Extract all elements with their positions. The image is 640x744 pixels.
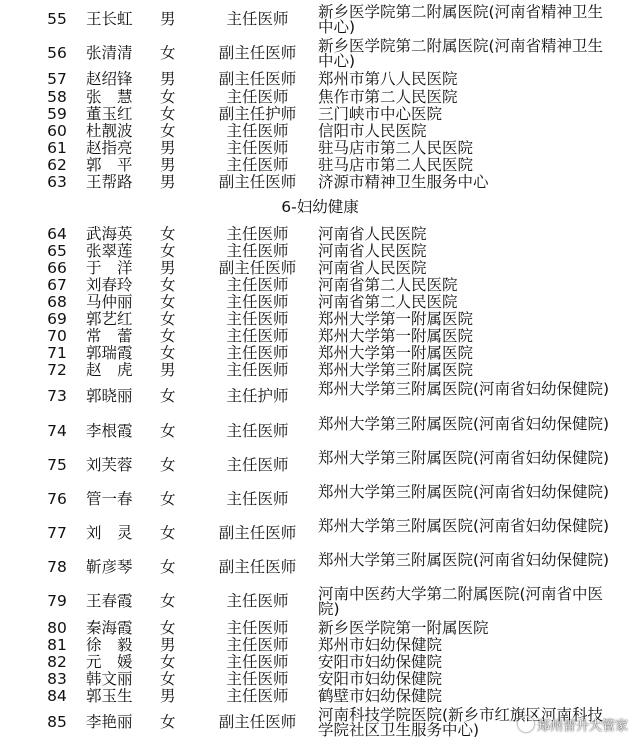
table-row — [0, 70, 640, 89]
job-title: 主任医师 — [226, 10, 289, 28]
person-name: 郭玉生 — [86, 687, 133, 705]
person-sex: 女 — [160, 653, 176, 671]
job-title: 副主任医师 — [218, 70, 297, 88]
person-name: 刘春玲 — [86, 276, 133, 294]
person-sex: 女 — [160, 670, 176, 688]
person-sex: 女 — [160, 344, 176, 362]
hospital-name: 安阳市妇幼保健院 — [318, 670, 443, 688]
job-title: 副主任医师 — [218, 259, 297, 277]
job-title: 主任医师 — [226, 636, 289, 654]
watermark — [518, 715, 628, 734]
person-name: 徐 毅 — [86, 636, 133, 654]
job-title: 主任医师 — [226, 139, 289, 157]
row-number: 61 — [47, 139, 67, 157]
person-sex: 男 — [160, 10, 176, 28]
person-name: 赵 虎 — [86, 361, 133, 379]
person-sex: 男 — [160, 70, 176, 88]
table-row — [0, 173, 640, 192]
hospital-name: 新乡医学院第二附属医院(河南省精神卫生中心) — [318, 3, 604, 36]
person-name: 赵指亮 — [86, 139, 133, 157]
hospital-name: 济源市精神卫生服务中心 — [318, 173, 489, 191]
job-title: 主任医师 — [226, 310, 289, 328]
hospital-name: 驻马店市第二人民医院 — [318, 139, 474, 157]
hospital-name: 郑州大学第一附属医院 — [318, 310, 474, 328]
row-number: 73 — [47, 387, 67, 405]
person-name: 杜靓波 — [86, 122, 133, 140]
person-sex: 女 — [160, 293, 176, 311]
row-number: 57 — [47, 70, 67, 88]
hospital-name: 信阳市人民医院 — [318, 122, 427, 140]
person-name: 元 媛 — [86, 653, 133, 671]
hospital-name: 郑州大学第三附属医院(河南省妇幼保健院) — [318, 415, 610, 433]
table-row — [0, 380, 640, 414]
section-title: 6-妇幼健康 — [281, 198, 359, 216]
table-row — [0, 585, 640, 619]
job-title: 主任医师 — [226, 293, 289, 311]
person-name: 马仲丽 — [86, 293, 133, 311]
person-sex: 男 — [160, 156, 176, 174]
person-name: 郭艺红 — [86, 310, 133, 328]
person-sex: 女 — [160, 592, 176, 610]
row-number: 60 — [47, 122, 67, 140]
row-number: 82 — [47, 653, 67, 671]
job-title: 副主任护师 — [218, 105, 297, 123]
person-name: 王帮路 — [86, 173, 133, 191]
table-row — [0, 37, 640, 71]
hospital-name: 河南省第二人民医院 — [318, 276, 458, 294]
row-number: 76 — [47, 490, 67, 508]
job-title: 副主任医师 — [218, 173, 297, 191]
hospital-name: 河南省人民医院 — [318, 259, 427, 277]
person-name: 秦海霞 — [86, 619, 133, 637]
table-row — [0, 687, 640, 706]
person-name: 王春霞 — [86, 592, 133, 610]
hospital-name: 驻马店市第二人民医院 — [318, 156, 474, 174]
row-number: 74 — [47, 422, 67, 440]
table-row — [0, 361, 640, 380]
person-sex: 女 — [160, 105, 176, 123]
person-sex: 女 — [160, 619, 176, 637]
hospital-name: 河南省第二人民医院 — [318, 293, 458, 311]
row-number: 58 — [47, 88, 67, 106]
hospital-name: 安阳市妇幼保健院 — [318, 653, 443, 671]
hospital-name: 郑州大学第三附属医院(河南省妇幼保健院) — [318, 449, 610, 467]
job-title: 主任医师 — [226, 592, 289, 610]
row-number: 68 — [47, 293, 67, 311]
person-name: 王长虹 — [86, 10, 133, 28]
hospital-name: 河南中医药大学第二附属医院(河南省中医院) — [318, 585, 604, 618]
person-name: 李根霞 — [86, 422, 133, 440]
person-sex: 女 — [160, 558, 176, 576]
row-number: 56 — [47, 44, 67, 62]
person-sex: 女 — [160, 422, 176, 440]
row-number: 84 — [47, 687, 67, 705]
job-title: 主任医师 — [226, 456, 289, 474]
job-title: 副主任医师 — [218, 44, 297, 62]
job-title: 主任医师 — [226, 670, 289, 688]
row-number: 71 — [47, 344, 67, 362]
row-number: 81 — [47, 636, 67, 654]
hospital-name: 郑州大学第三附属医院 — [318, 361, 474, 379]
job-title: 副主任医师 — [218, 713, 297, 731]
person-sex: 男 — [160, 173, 176, 191]
table-row — [0, 449, 640, 483]
table-row — [0, 415, 640, 449]
person-sex: 女 — [160, 490, 176, 508]
watermark-text: 郑州晋升大管家 — [536, 719, 628, 734]
person-sex: 男 — [160, 361, 176, 379]
hospital-name: 郑州大学第三附属医院(河南省妇幼保健院) — [318, 517, 610, 535]
person-sex: 女 — [160, 225, 176, 243]
job-title: 主任医师 — [226, 653, 289, 671]
hospital-name: 郑州大学第三附属医院(河南省妇幼保健院) — [318, 551, 610, 569]
job-title: 主任医师 — [226, 276, 289, 294]
row-number: 72 — [47, 361, 67, 379]
person-name: 张清清 — [86, 44, 133, 62]
job-title: 副主任医师 — [218, 524, 297, 542]
row-number: 79 — [47, 592, 67, 610]
person-sex: 女 — [160, 276, 176, 294]
person-sex: 女 — [160, 327, 176, 345]
person-name: 郭 平 — [86, 156, 133, 174]
row-number: 83 — [47, 670, 67, 688]
job-title: 主任医师 — [226, 687, 289, 705]
person-sex: 女 — [160, 387, 176, 405]
job-title: 主任医师 — [226, 225, 289, 243]
hospital-name: 郑州大学第一附属医院 — [318, 327, 474, 345]
hospital-name: 新乡医学院第一附属医院 — [318, 619, 489, 637]
row-number: 80 — [47, 619, 67, 637]
row-number: 66 — [47, 259, 67, 277]
person-sex: 女 — [160, 242, 176, 260]
hospital-name: 三门峡市中心医院 — [318, 105, 443, 123]
table-row — [0, 517, 640, 551]
person-name: 张 慧 — [86, 88, 133, 106]
watermark-logo-icon — [518, 716, 534, 732]
person-name: 李艳丽 — [86, 713, 133, 731]
person-name: 武海英 — [86, 225, 133, 243]
person-name: 刘 灵 — [86, 524, 133, 542]
hospital-name: 河南省人民医院 — [318, 225, 427, 243]
person-name: 郭晓丽 — [86, 387, 133, 405]
row-number: 67 — [47, 276, 67, 294]
job-title: 主任医师 — [226, 619, 289, 637]
person-name: 于 洋 — [86, 259, 133, 277]
row-number: 65 — [47, 242, 67, 260]
hospital-name: 郑州大学第一附属医院 — [318, 344, 474, 362]
person-sex: 女 — [160, 310, 176, 328]
job-title: 主任医师 — [226, 88, 289, 106]
job-title: 副主任医师 — [218, 558, 297, 576]
table-row — [0, 3, 640, 37]
hospital-name: 郑州大学第三附属医院(河南省妇幼保健院) — [318, 483, 610, 501]
row-number: 64 — [47, 225, 67, 243]
person-name: 赵绍锋 — [86, 70, 133, 88]
hospital-name: 河南科技学院医院(新乡市红旗区河南科技学院社区卫生服务中心) — [318, 706, 604, 739]
person-sex: 男 — [160, 259, 176, 277]
hospital-name: 河南省人民医院 — [318, 242, 427, 260]
job-title: 主任医师 — [226, 422, 289, 440]
row-number: 62 — [47, 156, 67, 174]
hospital-name: 郑州大学第三附属医院(河南省妇幼保健院) — [318, 380, 610, 398]
person-sex: 女 — [160, 122, 176, 140]
table-row — [0, 483, 640, 517]
job-title: 主任医师 — [226, 344, 289, 362]
person-sex: 女 — [160, 456, 176, 474]
row-number: 78 — [47, 558, 67, 576]
person-name: 靳彦琴 — [86, 558, 133, 576]
row-number: 70 — [47, 327, 67, 345]
job-title: 主任医师 — [226, 490, 289, 508]
job-title: 主任护师 — [226, 387, 289, 405]
row-number: 59 — [47, 105, 67, 123]
job-title: 主任医师 — [226, 361, 289, 379]
person-sex: 女 — [160, 713, 176, 731]
row-number: 63 — [47, 173, 67, 191]
row-number: 85 — [47, 713, 67, 731]
person-sex: 男 — [160, 636, 176, 654]
row-number: 55 — [47, 10, 67, 28]
hospital-name: 焦作市第二人民医院 — [318, 88, 458, 106]
person-sex: 女 — [160, 44, 176, 62]
person-name: 刘芙蓉 — [86, 456, 133, 474]
person-sex: 女 — [160, 88, 176, 106]
hospital-name: 郑州市妇幼保健院 — [318, 636, 443, 654]
person-sex: 男 — [160, 139, 176, 157]
row-number: 77 — [47, 524, 67, 542]
job-title: 主任医师 — [226, 156, 289, 174]
job-title: 主任医师 — [226, 327, 289, 345]
person-name: 郭瑞霞 — [86, 344, 133, 362]
row-number: 69 — [47, 310, 67, 328]
person-name: 常 蕾 — [86, 327, 133, 345]
person-name: 韩文丽 — [86, 670, 133, 688]
row-number: 75 — [47, 456, 67, 474]
hospital-name: 新乡医学院第二附属医院(河南省精神卫生中心) — [318, 37, 604, 70]
job-title: 主任医师 — [226, 242, 289, 260]
person-name: 管一春 — [86, 490, 133, 508]
job-title: 主任医师 — [226, 122, 289, 140]
person-sex: 男 — [160, 687, 176, 705]
hospital-name: 鹤壁市妇幼保健院 — [318, 687, 443, 705]
table-row — [0, 551, 640, 585]
person-name: 董玉红 — [86, 105, 133, 123]
person-sex: 女 — [160, 524, 176, 542]
person-name: 张翠莲 — [86, 242, 133, 260]
hospital-name: 郑州市第八人民医院 — [318, 70, 458, 88]
